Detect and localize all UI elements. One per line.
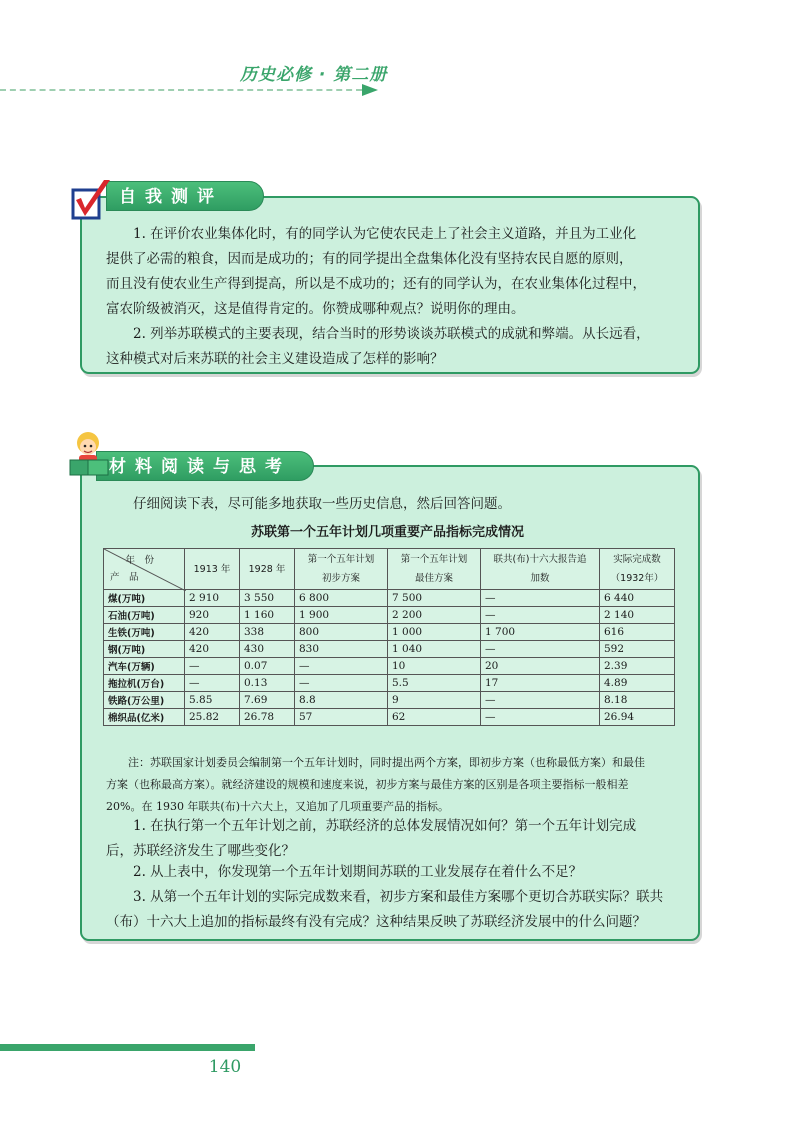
col-header-1928: 1928 年 (240, 549, 295, 590)
cell: 3 550 (240, 590, 295, 607)
note-line-3: 20%。在 1930 年联共(布)十六大上，又追加了几项重要产品的指标。 (106, 800, 450, 813)
reading-question-3 (106, 885, 684, 935)
cell: 26.94 (600, 709, 675, 726)
col-header-actual: 实际完成数 （1932年） (600, 549, 675, 590)
table-row (104, 675, 675, 692)
cell: 1 040 (388, 641, 481, 658)
q1-line-3: 而且没有使农业生产得到提高，所以是不成功的；还有的同学认为，在农业集体化过程中， (106, 276, 646, 292)
row-label: 铁路(万公里) (104, 692, 185, 709)
cell: 9 (388, 692, 481, 709)
reading-intro (106, 492, 684, 517)
cartoon-reader-icon (66, 430, 112, 480)
cell: 1 160 (240, 607, 295, 624)
cell: — (185, 675, 240, 692)
row-label: 生铁(万吨) (104, 624, 185, 641)
footer-bar (0, 1044, 255, 1051)
reading-intro-text: 仔细阅读下表，尽可能多地获取一些历史信息，然后回答问题。 (133, 496, 511, 512)
cell: 20 (481, 658, 600, 675)
row-label: 钢(万吨) (104, 641, 185, 658)
reading-question-1 (106, 814, 684, 864)
cell: 6 440 (600, 590, 675, 607)
row-label: 棉织品(亿米) (104, 709, 185, 726)
page-number: 140 (208, 1057, 242, 1077)
table-row (104, 658, 675, 675)
cell: — (481, 590, 600, 607)
col-header-initial-plan: 第一个五年计划 初步方案 (295, 549, 388, 590)
row-label: 拖拉机(万台) (104, 675, 185, 692)
cell: 62 (388, 709, 481, 726)
cell: — (481, 641, 600, 658)
row-label: 汽车(万辆) (104, 658, 185, 675)
cell: 26.78 (240, 709, 295, 726)
rq3-line-2: （布）十六大上追加的指标最终有没有完成？这种结果反映了苏联经济发展中的什么问题？ (106, 914, 646, 930)
cell: 420 (185, 624, 240, 641)
rq1-line-1: 1. 在执行第一个五年计划之前，苏联经济的总体发展情况如何？第一个五年计划完成 (133, 818, 637, 834)
cell: 57 (295, 709, 388, 726)
cell: 2 910 (185, 590, 240, 607)
table-row (104, 590, 675, 607)
rq1-line-2: 后，苏联经济发生了哪些变化？ (106, 843, 295, 859)
table-row (104, 641, 675, 658)
cell: 830 (295, 641, 388, 658)
cell: 1 900 (295, 607, 388, 624)
cell: 1 700 (481, 624, 600, 641)
table-row (104, 624, 675, 641)
cell: 592 (600, 641, 675, 658)
q2-line-1: 2. 列举苏联模式的主要表现，结合当时的形势谈谈苏联模式的成就和弊端。从长远看， (133, 326, 650, 342)
self-test-question-2 (106, 322, 684, 372)
production-table (103, 548, 675, 726)
corner-top-label: 年 份 (125, 555, 154, 566)
note-line-1: 注：苏联国家计划委员会编制第一个五年计划时，同时提出两个方案，即初步方案（也称最低方案）和最佳 (128, 756, 645, 769)
cell: 0.07 (240, 658, 295, 675)
table-header-row (104, 549, 675, 590)
cell: 4.89 (600, 675, 675, 692)
col-header-best-plan: 第一个五年计划 最佳方案 (388, 549, 481, 590)
cell: 5.5 (388, 675, 481, 692)
cell: 5.85 (185, 692, 240, 709)
cell: 8.8 (295, 692, 388, 709)
rq3-line-1: 3. 从第一个五年计划的实际完成数来看，初步方案和最佳方案哪个更切合苏联实际？联共 (133, 889, 664, 905)
cell: — (185, 658, 240, 675)
col-header-1913: 1913 年 (185, 549, 240, 590)
cell: 6 800 (295, 590, 388, 607)
cell: 920 (185, 607, 240, 624)
self-test-question-1 (106, 222, 684, 322)
cell: — (295, 675, 388, 692)
cell: 1 000 (388, 624, 481, 641)
cell: 0.13 (240, 675, 295, 692)
cell: 430 (240, 641, 295, 658)
cell: 2 200 (388, 607, 481, 624)
corner-bottom-label: 产 品 (110, 572, 139, 583)
cell: 420 (185, 641, 240, 658)
row-label: 石油(万吨) (104, 607, 185, 624)
red-check-in-box-icon (70, 178, 114, 222)
cell: — (481, 607, 600, 624)
header-dashed-rule (0, 89, 362, 91)
table-title: 苏联第一个五年计划几项重要产品指标完成情况 (250, 525, 524, 540)
cell: — (295, 658, 388, 675)
cell: 7 500 (388, 590, 481, 607)
cell: 338 (240, 624, 295, 641)
reading-label: 材料阅读与思考 (96, 451, 314, 481)
cell: 8.18 (600, 692, 675, 709)
cell: 2.39 (600, 658, 675, 675)
header-title: 历史必修 · 第二册 (240, 65, 388, 85)
cell: — (481, 709, 600, 726)
q1-line-4: 富农阶级被消灭，这是值得肯定的。你赞成哪种观点？说明你的理由。 (106, 301, 525, 317)
cell: 7.69 (240, 692, 295, 709)
cell: 17 (481, 675, 600, 692)
cell: 25.82 (185, 709, 240, 726)
cell: — (481, 692, 600, 709)
cell: 616 (600, 624, 675, 641)
cell: 800 (295, 624, 388, 641)
table-note (106, 752, 680, 818)
table-row (104, 692, 675, 709)
cell: 2 140 (600, 607, 675, 624)
table-row (104, 607, 675, 624)
table-row (104, 709, 675, 726)
q1-line-1: 1. 在评价农业集体化时，有的同学认为它使农民走上了社会主义道路，并且为工业化 (133, 226, 637, 242)
table-corner-cell (104, 549, 185, 590)
row-label: 煤(万吨) (104, 590, 185, 607)
header-arrow-icon (362, 84, 378, 96)
note-line-2: 方案（也称最高方案）。就经济建设的规模和速度来说，初步方案与最佳方案的区别是各项主要指标一般相差 (106, 778, 629, 791)
col-header-added: 联共(布)十六大报告追 加数 (481, 549, 600, 590)
reading-question-2 (106, 860, 684, 885)
cell: 10 (388, 658, 481, 675)
q1-line-2: 提供了必需的粮食，因而是成功的；有的同学提出全盘集体化没有坚持农民自愿的原则， (106, 251, 633, 267)
q2-line-2: 这种模式对后来苏联的社会主义建设造成了怎样的影响？ (106, 351, 444, 367)
self-test-label: 自我测评 (106, 181, 264, 211)
rq2-line-1: 2. 从上表中，你发现第一个五年计划期间苏联的工业发展存在着什么不足？ (133, 864, 583, 880)
